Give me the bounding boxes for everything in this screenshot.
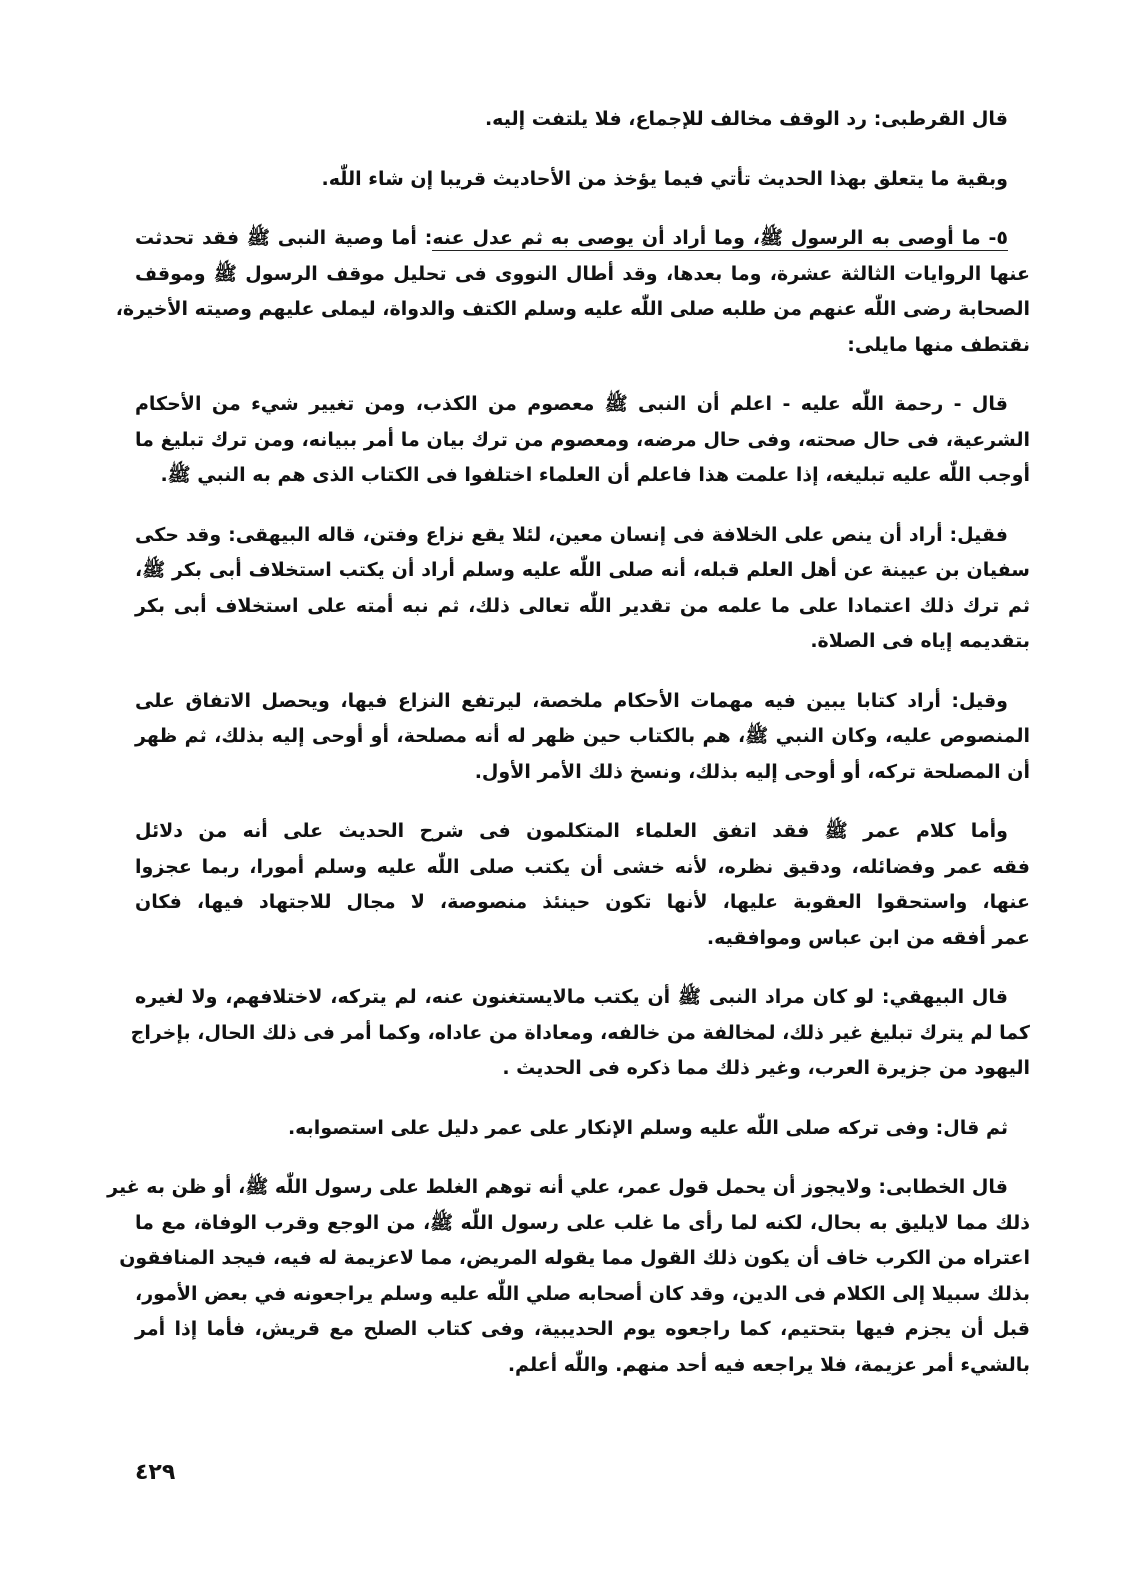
text-line: قال - رحمة اللّٰه عليه - اعلم أن النبى ﷺ معصوم من الكذب، ومن تغيير شيء من الأحكام	[135, 393, 1008, 415]
text-line: بتقديمه إياه فى الصلاة.	[810, 630, 1030, 652]
paragraph-remainder	[135, 162, 1030, 198]
text-line: قبل أن يجزم فيها بتحتيم، كما راجعوه يوم الحديبية، وفى كتاب الصلح مع قريش، فأما إذا أمر	[135, 1318, 1030, 1340]
text-line: أن المصلحة تركه، أو أوحى إليه بذلك، ونسخ ذلك الأمر الأول.	[474, 760, 1030, 783]
paragraph-first-opinion	[135, 518, 1030, 660]
page-number: ٤٢٩	[135, 1460, 176, 1485]
paragraph-bayhaqi	[130, 980, 1030, 1087]
text-line: بذلك سبيلا إلى الكلام فى الدين، وقد كان أصحابه صلي اللّٰه عليه وسلم يراجعونه في بعض الأمور،	[135, 1282, 1030, 1305]
section-heading-rest: : أما وصية النبى ﷺ فقد تحدثت	[135, 227, 433, 249]
text-line: المنصوص عليه، وكان النبي ﷺ، هم بالكتاب حين ظهر له أنه مصلحة، أو أوحى إليه بذلك، ثم ظهر	[135, 725, 1030, 747]
text-line: وبقية ما يتعلق بهذا الحديث تأتي فيما يؤخذ من الأحاديث قريبا إن شاء اللّٰه.	[321, 167, 1008, 190]
text-line: ثم قال: وفى تركه صلى اللّٰه عليه وسلم الإنكار على عمر دليل على استصوابه.	[287, 1116, 1008, 1139]
text-line: عنها الروايات الثالثة عشرة، وما بعدها، وقد أطال النووى فى تحليل موقف الرسول ﷺ وموقف	[135, 262, 1030, 285]
paragraph-second-opinion	[135, 684, 1030, 791]
text-line: قال البيهقي: لو كان مراد النبى ﷺ أن يكتب مالايستغنون عنه، لم يتركه، لاختلافهم، ولا لغيره	[135, 986, 1008, 1008]
section-heading: ٥- ما أوصى به الرسول ﷺ، وما أراد أن يوصى به ثم عدل عنه	[432, 227, 1008, 249]
text-line: سفيان بن عيينة عن أهل العلم قبله، أنه صلى اللّٰه عليه وسلم أراد أن يكتب استخلاف أبى بكر ﷺ،	[135, 559, 1030, 581]
paragraph-nawawi	[135, 387, 1030, 494]
text-line: وقيل: أراد كتابا يبين فيه مهمات الأحكام ملخصة، ليرتفع النزاع فيها، ويحصل الاتفاق على	[135, 689, 1008, 712]
text-line	[135, 221, 1030, 257]
text-line: وأما كلام عمر ﷺ فقد اتفق العلماء المتكلمون فى شرح الحديث على أنه من دلائل	[135, 820, 1008, 842]
document-page	[107, 102, 1030, 1407]
text-line: أوجب اللّٰه عليه تبليغه، إذا علمت هذا فاعلم أن العلماء اختلفوا فى الكتاب الذى هم به النبي ﷺ.	[160, 464, 1030, 486]
text-line: نقتطف منها مايلى:	[847, 333, 1030, 356]
text-line: عمر أفقه من ابن عباس وموافقيه.	[706, 926, 1030, 949]
text-line: ثم ترك ذلك اعتمادا على ما علمه من تقدير اللّٰه تعالى ذلك، ثم نبه أمته على استخلاف أبى بكر	[135, 594, 1030, 617]
text-line: كما لم يترك تبليغ غير ذلك، لمخالفة من خالفه، ومعاداة من عاداه، وكما أمر فى ذلك الحال، بإخراج	[130, 1021, 1030, 1044]
text-line: عنها، واستحقوا العقوبة عليها، لأنها تكون حينئذ منصوصة، لا مجال للاجتهاد فيها، فكان	[135, 891, 1030, 913]
text-line: فقه عمر وفضائله، ودقيق نظره، لأنه خشى أن يكتب صلى اللّٰه عليه وسلم أمورا، ربما عجزوا	[135, 855, 1030, 878]
text-line: اعتراه من الكرب خاف أن يكون ذلك القول مما يقوله المريض، مما لاعزيمة له فيه، فيجد المنافقون	[119, 1247, 1030, 1269]
text-line: بالشيء أمر عزيمة، فلا يراجعه فيه أحد منهم. واللّٰه أعلم.	[507, 1353, 1030, 1376]
text-line: قال الخطابى: ولايجوز أن يحمل قول عمر، علي أنه توهم الغلط على رسول اللّٰه ﷺ، أو ظن به غير	[107, 1176, 1008, 1198]
paragraph-qurtubi	[135, 102, 1030, 138]
paragraph-then-said	[135, 1111, 1030, 1147]
paragraph-section-5	[115, 221, 1030, 363]
text-line: قال القرطبى: رد الوقف مخالف للإجماع، فلا يلتفت إليه.	[484, 108, 1008, 130]
paragraph-khattabi	[107, 1170, 1030, 1383]
text-line: الصحابة رضى اللّٰه عنهم من طلبه صلى اللّٰه عليه وسلم الكتف والدواة، ليملى عليهم وصيته الأخيرة،	[115, 298, 1030, 320]
text-line: الشرعية، فى حال صحته، وفى حال مرضه، ومعصوم من ترك بيان ما أمر ببيانه، ومن ترك تبليغ ما	[135, 428, 1030, 451]
text-line: فقيل: أراد أن ينص على الخلافة فى إنسان معين، لئلا يقع نزاع وفتن، قاله البيهقى: وقد حكى	[135, 523, 1008, 546]
paragraph-umar	[135, 814, 1030, 956]
text-line: ذلك مما لايليق به بحال، لكنه لما رأى ما غلب على رسول اللّٰه ﷺ، من الوجع وقرب الوفاة، مع ما	[135, 1211, 1030, 1234]
text-line: اليهود من جزيرة العرب، وغير ذلك مما ذكره فى الحديث .	[502, 1057, 1030, 1079]
